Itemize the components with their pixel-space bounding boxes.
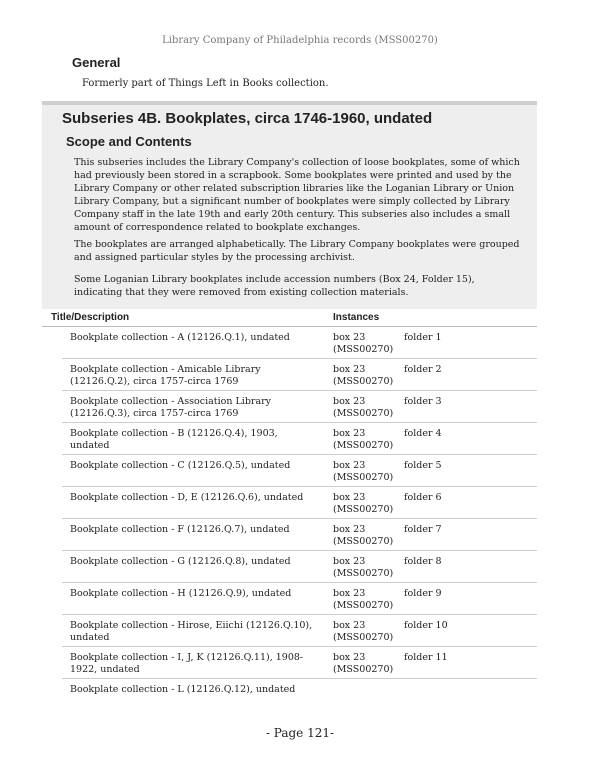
table-row [62,647,537,679]
row-title: Bookplate collection - Hirose, Eiichi (12126.Q.10), undated [70,620,313,643]
row-box: box 23 (MSS00270) [333,428,394,451]
row-title: Bookplate collection - Amicable Library (12126.Q.2), circa 1757-circa 1769 [70,364,261,387]
row-box: box 23 (MSS00270) [333,652,394,675]
row-box: box 23 (MSS00270) [333,460,394,483]
row-box: box 23 (MSS00270) [333,588,394,611]
table-row [62,551,537,583]
row-box: box 23 (MSS00270) [333,332,394,355]
row-title: Bookplate collection - A (12126.Q.1), undated [70,332,290,343]
row-title: Bookplate collection - I, J, K (12126.Q.11), 1908-1922, undated [70,652,304,675]
row-folder: folder 10 [404,620,448,631]
table-row [62,359,537,391]
column-instances: Instances [333,312,380,323]
row-title: Bookplate collection - F (12126.Q.7), undated [70,524,290,535]
subseries-title: Subseries 4B. Bookplates, circa 1746-1960, undated [62,110,433,127]
row-box: box 23 (MSS00270) [333,364,394,387]
column-title-description: Title/Description [51,312,130,323]
general-heading: General [72,55,121,70]
scope-paragraph-1: This subseries includes the Library Company's collection of loose bookplates, some of which had previously been stored in a scrapbook. Some bookplates were printed and used by the Library Company or other related subscription libraries like the Loganian Library or Union Library Company, but a significant number of bookplates were simply collected by Library Company staff in the late 19th and early 20th century. This subseries also includes a small amount of correspondence related to bookplate exchanges. [74,157,520,233]
scope-paragraph-3: Some Loganian Library bookplates include accession numbers (Box 24, Folder 15), indicating that they were removed from existing collection materials. [74,274,475,298]
table-row [62,391,537,423]
table-body [0,327,600,711]
row-folder: folder 11 [404,652,448,663]
row-box: box 23 (MSS00270) [333,556,394,579]
row-title: Bookplate collection - G (12126.Q.8), undated [70,556,291,567]
row-title: Bookplate collection - Association Library (12126.Q.3), circa 1757-circa 1769 [70,396,272,419]
table-row [62,519,537,551]
row-box: box 23 (MSS00270) [333,524,394,547]
table-row [62,423,537,455]
row-box: box 23 (MSS00270) [333,492,394,515]
table-row [62,583,537,615]
table-row [62,487,537,519]
row-folder: folder 1 [404,332,442,343]
row-folder: folder 3 [404,396,442,407]
page-number: - Page 121- [265,726,335,740]
row-title: Bookplate collection - H (12126.Q.9), undated [70,588,292,599]
row-folder: folder 9 [404,588,442,599]
table-row [62,615,537,647]
running-header: Library Company of Philadelphia records (MSS00270) [162,35,438,46]
row-title: Bookplate collection - D, E (12126.Q.6), undated [70,492,304,503]
scope-paragraph-2: The bookplates are arranged alphabetically. The Library Company bookplates were grouped and assigned particular styles by the processing archivist. [74,239,520,263]
row-box: box 23 (MSS00270) [333,396,394,419]
scope-contents-heading: Scope and Contents [66,134,192,149]
table-row [62,455,537,487]
row-title: Bookplate collection - B (12126.Q.4), 1903, undated [70,428,278,451]
table-row [62,327,537,359]
row-title: Bookplate collection - L (12126.Q.12), undated [70,684,296,695]
table-header [42,309,537,327]
row-folder: folder 7 [404,524,442,535]
row-folder: folder 6 [404,492,442,503]
row-box: box 23 (MSS00270) [333,620,394,643]
row-folder: folder 8 [404,556,442,567]
row-title: Bookplate collection - C (12126.Q.5), undated [70,460,291,471]
row-folder: folder 4 [404,428,442,439]
general-note: Formerly part of Things Left in Books collection. [82,78,329,89]
row-folder: folder 2 [404,364,442,375]
table-row [62,679,537,711]
row-folder: folder 5 [404,460,442,471]
